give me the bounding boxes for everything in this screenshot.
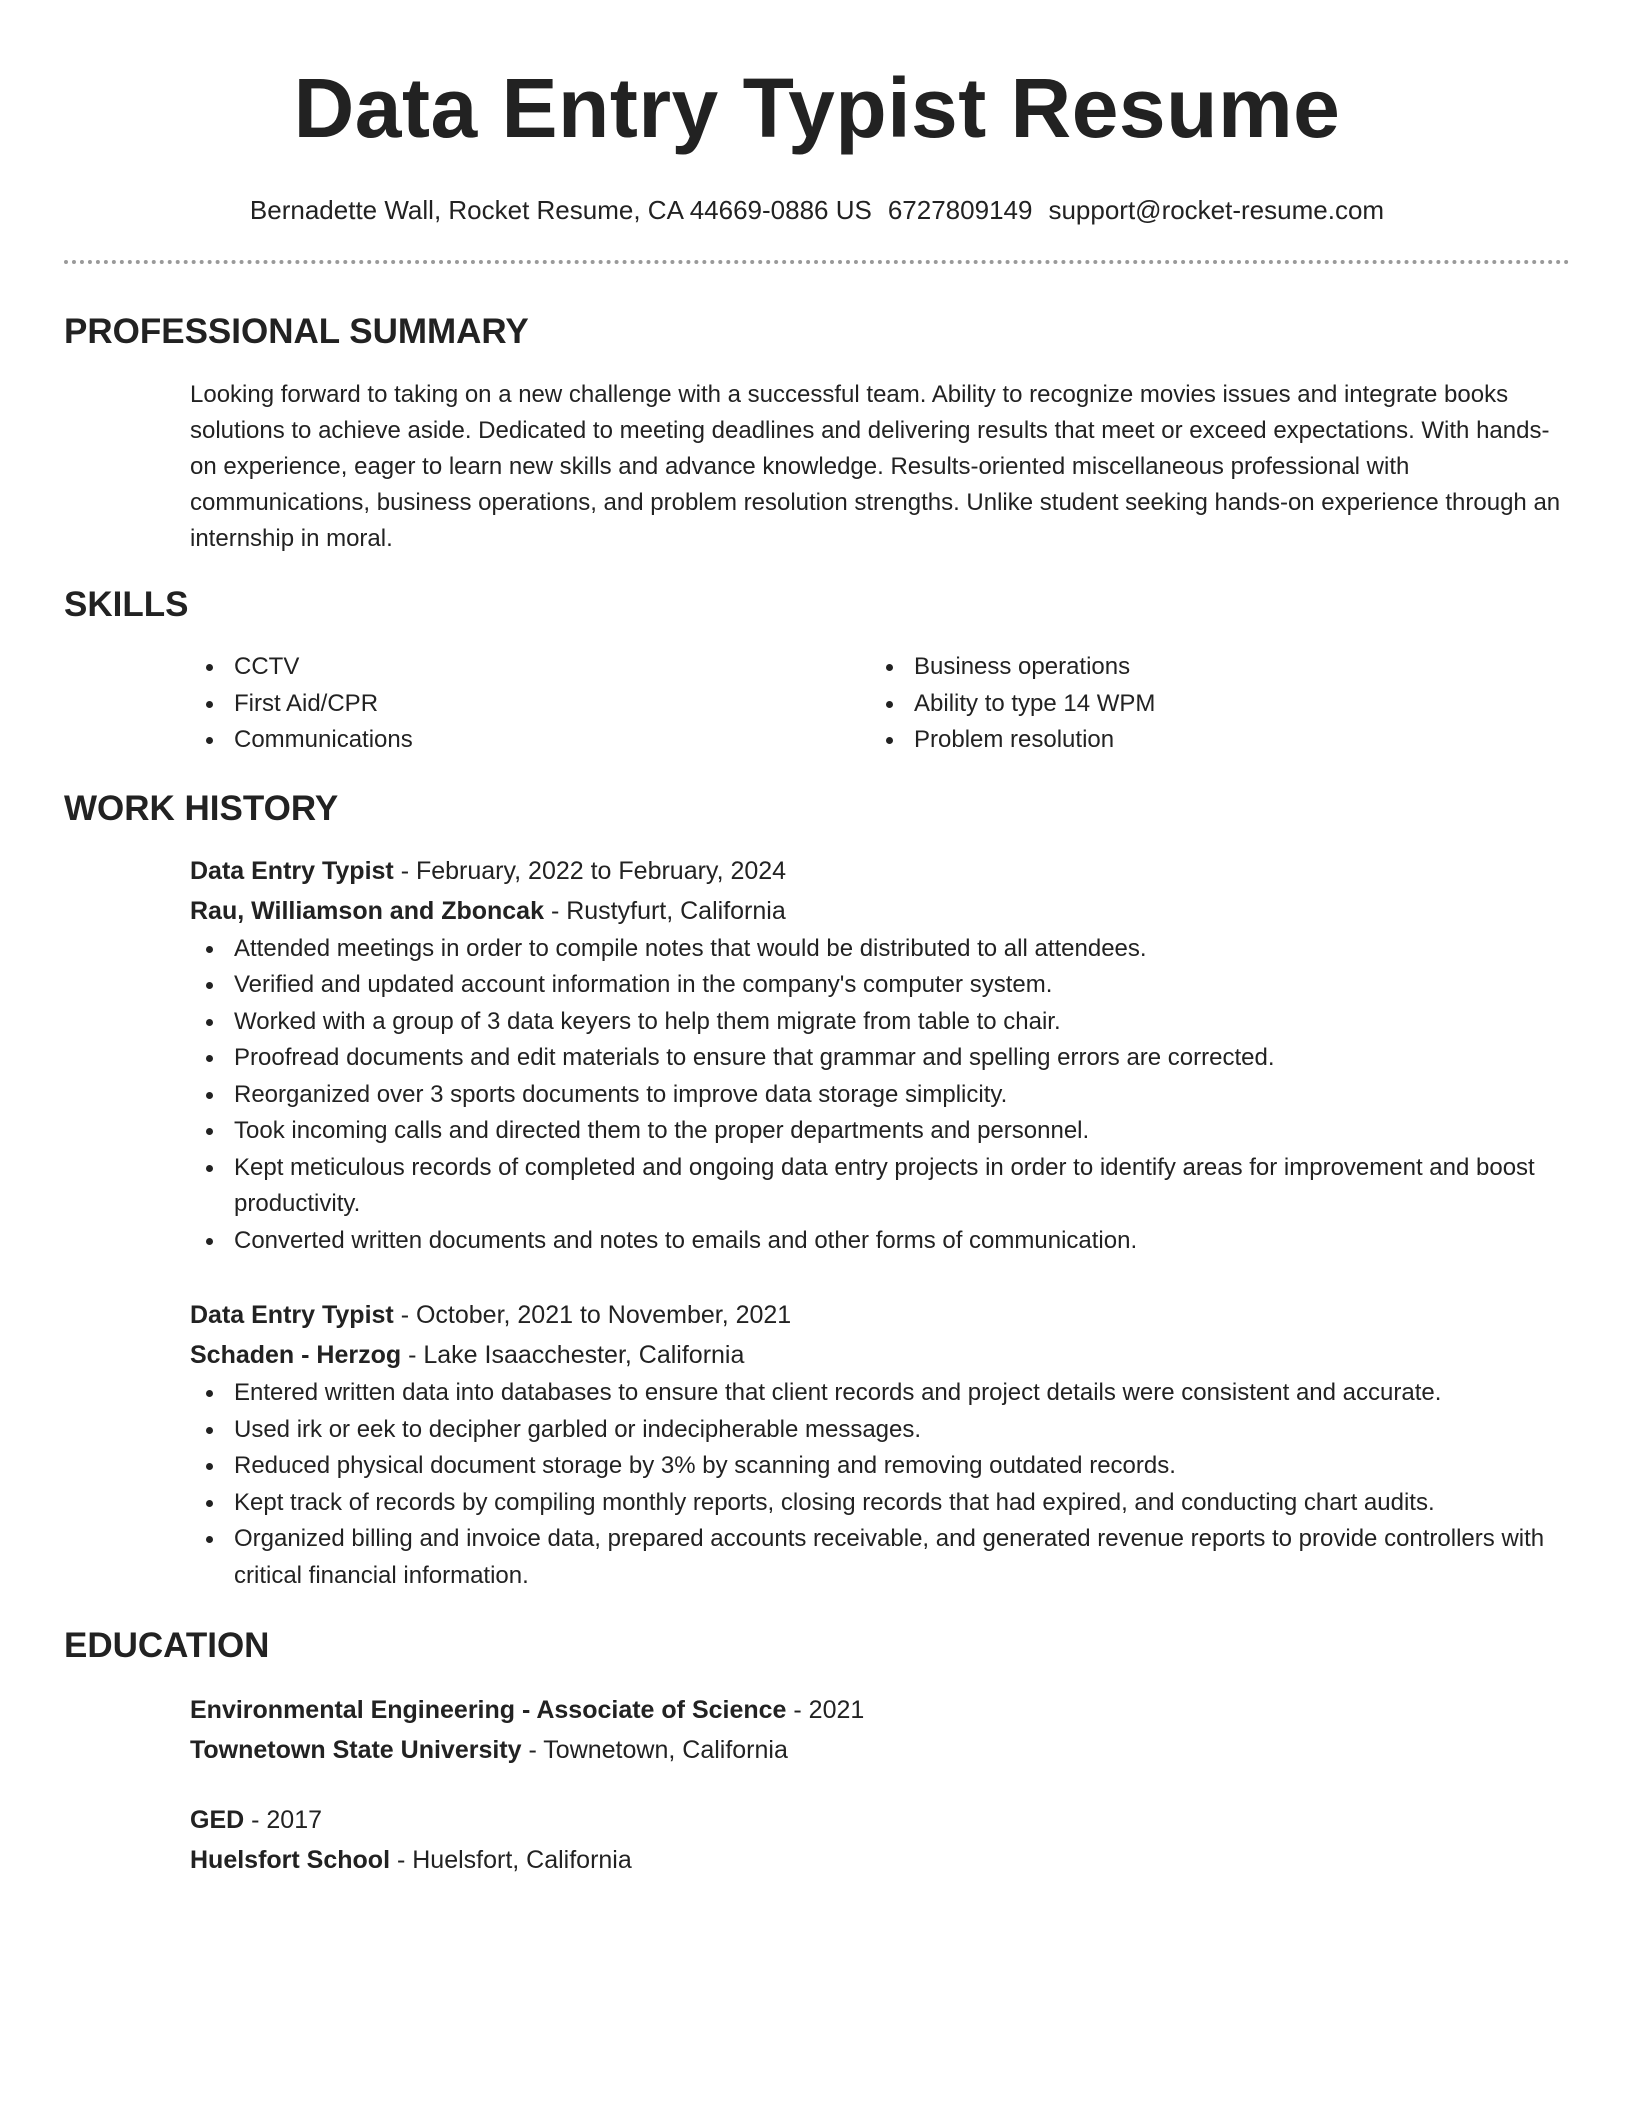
job-dates: - February, 2022 to February, 2024 — [393, 856, 787, 885]
summary-text: Looking forward to taking on a new challenge with a successful team. Ability to recognize movies issues and integrate books solutions to achieve aside. Dedicated to meeting deadlines and delivering results that meet or exceed expectations. With hands-on experience, eager to learn new skills and advance knowledge. Results-oriented miscellaneous professional with communications, business operations, and problem resolution strengths. Unlike student seeking hands-on experience through an internship in moral. — [190, 381, 1561, 552]
degree-name: GED — [190, 1806, 245, 1834]
school-location: - Townetown, California — [521, 1736, 788, 1764]
degree-name: Environmental Engineering - Associate of Science — [190, 1696, 787, 1724]
summary-section — [190, 377, 1570, 557]
skills-heading: SKILLS — [64, 585, 189, 624]
job-title-line — [190, 1295, 1570, 1335]
school-name: Townetown State University — [190, 1736, 522, 1764]
job-duty: Kept meticulous records of completed and ongoing data entry projects in order to identify areas for improvement and boost productivity. — [190, 1150, 1570, 1223]
job-duty: Converted written documents and notes to emails and other forms of communication. — [190, 1223, 1570, 1260]
contact-phone: 6727809149 — [887, 195, 1033, 225]
degree-year: - 2021 — [786, 1696, 865, 1724]
job-title: Data Entry Typist — [190, 856, 394, 885]
work-history-heading: WORK HISTORY — [64, 788, 339, 828]
job-duty: Proofread documents and edit materials to ensure that grammar and spelling errors are corrected. — [190, 1040, 1570, 1077]
job-location: - Lake Isaacchester, California — [401, 1341, 745, 1369]
header-divider — [64, 260, 1570, 264]
skills-list-left — [190, 649, 870, 759]
job-duty: Kept track of records by compiling monthly reports, closing records that had expired, and conducting chart audits. — [190, 1485, 1570, 1522]
job-company-line — [190, 1335, 1570, 1375]
education-entry — [190, 1800, 1570, 1880]
job-entry — [190, 1295, 1570, 1594]
job-duty: Reduced physical document storage by 3% by scanning and removing outdated records. — [190, 1448, 1570, 1485]
job-title: Data Entry Typist — [190, 1301, 394, 1329]
job-duties-list — [190, 1375, 1570, 1594]
job-title-line — [190, 851, 1570, 891]
skill-item: Communications — [190, 722, 870, 759]
job-duty: Verified and updated account information in the company's computer system. — [190, 967, 1570, 1004]
school-name: Huelsfort School — [190, 1846, 391, 1874]
skills-section — [190, 649, 1570, 759]
school-location: - Huelsfort, California — [390, 1846, 632, 1874]
job-company-line — [190, 891, 1570, 931]
job-duty: Entered written data into databases to ensure that client records and project details were consistent and accurate. — [190, 1375, 1570, 1412]
skill-item: First Aid/CPR — [190, 686, 870, 723]
job-duty: Took incoming calls and directed them to the proper departments and personnel. — [190, 1113, 1570, 1150]
contact-address: Bernadette Wall, Rocket Resume, CA 44669-0886 US — [249, 195, 872, 225]
job-location: - Rustyfurt, California — [544, 896, 786, 925]
job-duty: Attended meetings in order to compile notes that would be distributed to all attendees. — [190, 931, 1570, 968]
skill-item: Ability to type 14 WPM — [870, 686, 1550, 723]
contact-email: support@rocket-resume.com — [1048, 195, 1385, 225]
education-section — [190, 1690, 1570, 1880]
degree-line — [190, 1800, 1570, 1840]
job-company: Rau, Williamson and Zboncak — [190, 896, 544, 925]
job-duty: Organized billing and invoice data, prepared accounts receivable, and generated revenue reports to provide controllers with critical financial information. — [190, 1521, 1570, 1594]
job-duty: Worked with a group of 3 data keyers to help them migrate from table to chair. — [190, 1004, 1570, 1041]
resume-title: Data Entry Typist Resume — [293, 61, 1341, 155]
resume-page — [64, 0, 1570, 1880]
work-history-section — [190, 851, 1570, 1595]
education-heading: EDUCATION — [64, 1626, 270, 1665]
summary-heading: PROFESSIONAL SUMMARY — [64, 312, 529, 351]
education-entry — [190, 1690, 1570, 1770]
job-duty: Reorganized over 3 sports documents to improve data storage simplicity. — [190, 1077, 1570, 1114]
job-company: Schaden - Herzog — [190, 1341, 402, 1369]
skills-list-right — [870, 649, 1550, 759]
skill-item: Business operations — [870, 649, 1550, 686]
degree-line — [190, 1690, 1570, 1730]
job-duties-list — [190, 931, 1570, 1260]
skill-item: CCTV — [190, 649, 870, 686]
contact-line — [64, 192, 1570, 228]
job-duty: Used irk or eek to decipher garbled or indecipherable messages. — [190, 1412, 1570, 1449]
degree-year: - 2017 — [244, 1806, 323, 1834]
school-line — [190, 1730, 1570, 1770]
job-dates: - October, 2021 to November, 2021 — [393, 1301, 792, 1329]
school-line — [190, 1840, 1570, 1880]
skill-item: Problem resolution — [870, 722, 1550, 759]
job-entry — [190, 851, 1570, 1260]
